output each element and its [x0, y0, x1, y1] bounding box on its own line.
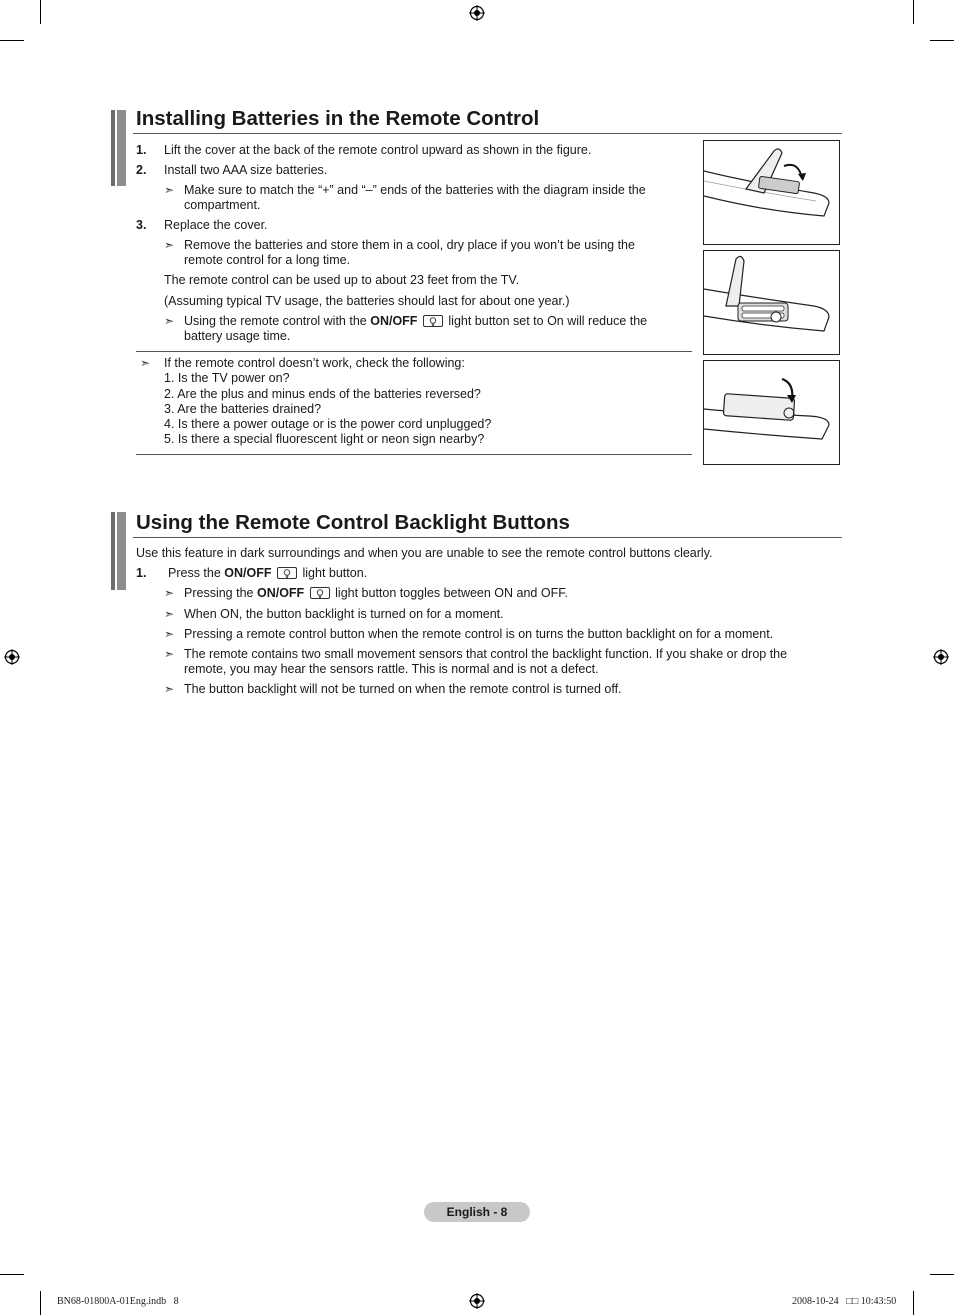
light-bulb-icon	[310, 587, 330, 599]
section-title-batteries: Installing Batteries in the Remote Control	[136, 107, 540, 130]
note-arrow-icon: ➣	[140, 356, 151, 370]
crop-mark	[0, 40, 24, 41]
crop-mark	[930, 40, 954, 41]
remote-battery-figure	[703, 250, 840, 355]
section-marker-bar	[111, 512, 127, 590]
note-text-part: Pressing the	[184, 586, 254, 600]
on-off-label: ON/OFF	[224, 566, 272, 580]
registration-mark-icon	[469, 1293, 485, 1309]
trouble-item: 2. Are the plus and minus ends of the batteries reversed?	[164, 387, 481, 401]
on-off-label: ON/OFF	[256, 586, 305, 600]
crop-mark	[0, 1274, 24, 1275]
note-arrow-icon: ➣	[164, 314, 175, 328]
trouble-item: 3. Are the batteries drained?	[164, 402, 322, 416]
note-text	[184, 586, 568, 601]
note-arrow-icon: ➣	[164, 607, 175, 621]
trouble-item: 4. Is there a power outage or is the power cord unplugged?	[164, 417, 492, 431]
note-text: The remote contains two small movement sensors that control the backlight function. If you shake or drop the	[184, 647, 788, 661]
note-text: compartment.	[184, 198, 261, 212]
crop-mark	[913, 0, 914, 24]
note-text: Make sure to match the “+” and “–” ends of the batteries with the diagram inside the	[184, 183, 646, 197]
step-text-part: Press the	[168, 566, 221, 580]
trouble-box-bottom-rule	[136, 454, 692, 455]
footer-file-name: BN68-01800A-01Eng.indb 8	[57, 1296, 179, 1307]
registration-mark-icon	[4, 649, 20, 665]
note-arrow-icon: ➣	[164, 627, 175, 641]
range-text: The remote control can be used up to about 23 feet from the TV.	[164, 273, 520, 287]
section-marker-bar	[111, 110, 127, 186]
step-number: 1.	[136, 143, 147, 157]
trouble-item: 5. Is there a special fluorescent light or neon sign nearby?	[164, 432, 485, 446]
section-title-rule	[133, 133, 842, 134]
note-text: remote, you may hear the sensors rattle. This is normal and is not a defect.	[184, 662, 599, 676]
note-arrow-icon: ➣	[164, 183, 175, 197]
step-text-part: light button.	[302, 566, 368, 580]
remote-battery-figure	[703, 140, 840, 245]
step-text: Replace the cover.	[164, 218, 268, 232]
light-bulb-icon	[423, 315, 443, 327]
crop-mark	[930, 1274, 954, 1275]
note-text: remote control for a long time.	[184, 253, 351, 267]
step-number: 3.	[136, 218, 147, 232]
note-arrow-icon: ➣	[164, 647, 175, 661]
note-text: Remove the batteries and store them in a cool, dry place if you won’t be using the	[184, 238, 635, 252]
section-title-backlight: Using the Remote Control Backlight Buttons	[136, 511, 570, 534]
registration-mark-icon	[469, 5, 485, 21]
step-number: 2.	[136, 163, 147, 177]
note-arrow-icon: ➣	[164, 238, 175, 252]
step-text: Lift the cover at the back of the remote control upward as shown in the figure.	[164, 143, 592, 157]
note-text-part: Using the remote control with the	[184, 314, 367, 328]
note-text-part: light button set to On will reduce the	[448, 314, 648, 328]
note-text: Pressing a remote control button when the remote control is on turns the button backlight on for a moment.	[184, 627, 774, 641]
trouble-item: 1. Is the TV power on?	[164, 371, 290, 385]
page-number-badge: English - 8	[424, 1202, 530, 1222]
note-text: battery usage time.	[184, 329, 291, 343]
note-text-part: light button toggles between ON and OFF.	[335, 586, 568, 600]
step-text: Install two AAA size batteries.	[164, 163, 328, 177]
crop-mark	[40, 1291, 41, 1315]
section-title-rule	[133, 537, 842, 538]
crop-mark	[40, 0, 41, 24]
remote-battery-figure	[703, 360, 840, 465]
light-bulb-icon	[277, 567, 297, 579]
note-arrow-icon: ➣	[164, 586, 175, 600]
battery-life-text: (Assuming typical TV usage, the batteries should last for about one year.)	[164, 294, 570, 308]
note-text: When ON, the button backlight is turned on for a moment.	[184, 607, 504, 621]
note-arrow-icon: ➣	[164, 682, 175, 696]
backlight-intro: Use this feature in dark surroundings and when you are unable to see the remote control buttons clearly.	[136, 546, 713, 560]
footer-datetime: 2008-10-24 □□ 10:43:50	[792, 1296, 897, 1307]
step-number: 1.	[136, 566, 147, 580]
registration-mark-icon	[933, 649, 949, 665]
crop-mark	[913, 1291, 914, 1315]
step-text	[168, 566, 367, 581]
trouble-intro: If the remote control doesn’t work, check the following:	[164, 356, 465, 370]
note-text: The button backlight will not be turned on when the remote control is turned off.	[184, 682, 622, 696]
on-off-label: ON/OFF	[370, 314, 418, 328]
note-text	[184, 314, 647, 329]
trouble-box-top-rule	[136, 351, 692, 352]
